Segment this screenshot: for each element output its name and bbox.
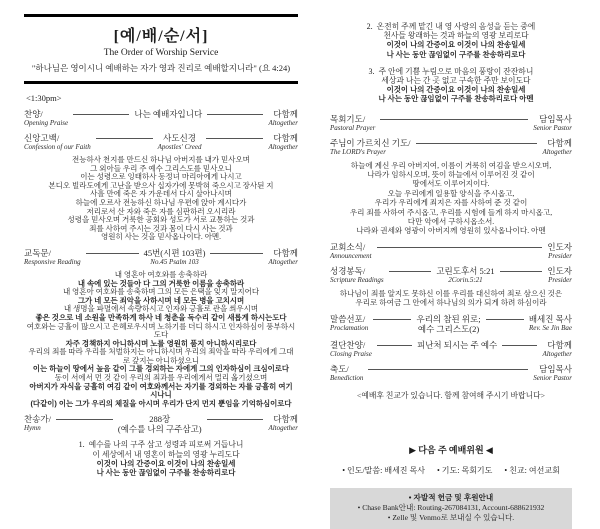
left-page — [24, 14, 298, 485]
connector-line — [96, 133, 153, 139]
order-item-closing-praise — [330, 340, 572, 358]
order-item-announcement — [330, 242, 572, 260]
item-label: 목회기도/ Pastoral Prayer — [330, 113, 376, 132]
hymn-verse-3: 3. 주 안에 기쁨 누림으로 마음의 풍랑이 잔잔하니 세상과 나는 간 곳 없고 구속한 주만 보이도다 이것이 나의 간증이요 이것이 나의 찬송일세 나 사는 동안 끊임없이 구주를 찬송하리로다 아멘 — [368, 66, 534, 104]
order-item-hymn — [24, 414, 298, 434]
item-label: 성경봉독/ Scripture Readings — [330, 265, 384, 284]
hymn-verse-2: 2. 온전히 주께 맡긴 내 영 사랑의 음성을 듣는 중에 천사들 왕래하는 것과 하늘의 영광 보리로다 이것이 나의 간증이요 이것이 나의 찬송일세 나 사는 동안 끊임없이 구주를 찬송하리로다 — [366, 22, 536, 59]
item-content: 나는 예배자입니다 — [134, 109, 203, 119]
item-label: 축도/ Benediction — [330, 364, 364, 383]
page-title: [예/배/순/서] — [113, 28, 209, 45]
item-role: 다함께 Altogether — [268, 414, 298, 433]
item-label: 교회소식/ Announcement — [330, 241, 372, 260]
next-week-fellowship: • 친교: 여선교회 — [504, 466, 560, 476]
item-content: 사도신경 Apostles' Creed — [157, 133, 202, 151]
page-subtitle: The Order of Worship Service — [103, 48, 219, 58]
connector-line — [207, 414, 264, 420]
next-week-section — [330, 443, 572, 476]
connector-line — [486, 314, 524, 320]
item-role: 다함께 Altogether — [268, 247, 298, 266]
theme-verse: "하나님은 영이시니 예배하는 자가 영과 진리로 예배할지니라" (요 4:24) — [31, 63, 291, 73]
item-role: 담임목사 Senior Pastor — [533, 364, 572, 383]
item-label: 주님이 가르치신 기도/ The LORD's Prayer — [330, 137, 411, 156]
item-role: 다함께 Altogether — [268, 109, 298, 127]
item-role: 다함께 Altogether — [542, 340, 572, 359]
connector-line — [389, 266, 432, 272]
donation-bank-info: • Chase Bank안내: Routing-267084131, Account-688621932 — [357, 503, 545, 513]
next-week-members — [330, 465, 572, 476]
service-time: <1:30pm> — [26, 93, 62, 103]
item-role: 배세진 목사 Rev. Se Jin Bae — [528, 314, 572, 333]
connector-line — [502, 340, 537, 346]
lords-prayer-text: 하늘에 계신 우리 아버지여, 이름이 거룩히 여김을 받으시오며, 나라가 임하시오며, 뜻이 하늘에서 이루어진 것 같이 땅에서도 이루어지이다. 오늘 우리에게 일용할 양식을 주시옵고, 우리가 우리에게 죄지은 자를 사하여 준 것 같이 우리 죄를 사하여 주시옵고, 우리를 시험에 들게 하지 마시옵고, 다만 악에서 구하시옵소서. 나라와 권세와 영광이 아버지께 영원히 있사옵나이다. 아멘 — [349, 160, 553, 236]
connector-line — [373, 314, 411, 320]
right-page — [330, 22, 572, 529]
next-week-prayer: • 기도: 목회기도 — [437, 466, 493, 476]
connector-line — [500, 266, 543, 272]
order-item-proclamation — [330, 314, 572, 334]
connector-line — [56, 414, 113, 420]
item-role: 다함께 Altogether — [268, 133, 298, 151]
item-role: 담임목사 Senior Pastor — [533, 113, 572, 132]
next-week-leader: • 인도/말씀: 배세진 목사 — [342, 466, 425, 476]
item-label: 결단찬양/ Closing Praise — [330, 340, 372, 359]
connector-line — [206, 133, 263, 139]
fellowship-note: <예배후 친교가 있습니다. 함께 참여해 주시기 바랍니다> — [356, 391, 546, 401]
connector-line — [416, 138, 538, 144]
order-item-confession — [24, 133, 298, 151]
donation-title: • 자발적 헌금 및 후원안내 — [408, 493, 494, 503]
connector-line — [377, 340, 412, 346]
hymn-verse-1: 1. 예수를 나의 구주 삼고 성령과 피로써 거듭나니 이 세상에서 내 영혼이 하늘의 영광 누리도다 이것이 나의 간증이요 이것이 나의 찬송일세 나 사는 동안 끊임없이 구주를 찬송하리로다 — [78, 440, 244, 478]
order-item-lords-prayer — [330, 138, 572, 156]
item-label: 교독문/ Responsive Reading — [24, 247, 81, 266]
item-content: 피난처 되시는 주 예수 — [416, 340, 498, 351]
order-item-responsive-reading — [24, 248, 298, 266]
scripture-text: 하나님이 죄를 알지도 못하신 이를 우리를 대신하여 죄로 삼으신 것은 우리로 하여금 그 안에서 하나님의 의가 되게 하려 하심이라 — [339, 288, 563, 308]
item-role: 인도자 Presider — [547, 265, 572, 284]
order-item-scripture-reading — [330, 266, 572, 284]
order-item-benediction — [330, 364, 572, 382]
connector-line — [377, 242, 543, 248]
order-item-opening-praise — [24, 109, 298, 127]
item-content: 288장 (예수를 나의 구주삼고) — [117, 414, 202, 435]
item-content: 우리의 참된 위로; 예수 그리스도(2) — [416, 314, 481, 335]
connector-line — [380, 114, 528, 120]
order-item-pastoral-prayer — [330, 114, 572, 132]
donation-box — [330, 488, 572, 529]
item-role: 다함께 Altogether — [542, 137, 572, 156]
responsive-reading-text: 내 영혼아 여호와를 송축하라 내 속에 있는 것들아 다 그의 거룩한 이름을 송축하라 내 영혼아 여호와를 송축하며 그의 모든 은택을 잊지 말지어다 그가 네 모든 죄악을 사하시며 네 모든 병을 고치시며 내 생명을 파멸에서 속량하시고 인자와 긍휼로 관을 씌우시며 좋은 것으로 네 소원을 만족하게 하사 네 청춘을 독수리 같이 새롭게 하시는도다 여호와는 긍휼이 많으시고 은혜로우시며 노하기를 더디 하시고 인자하심이 풍부하시도다 자주 경책하지 아니하시며 노를 영원히 품지 아니하시리로다 우리의 죄를 따라 우리를 처벌하지는 아니하시며 우리의 죄악을 따라 우리에게 그대로 갚지는 아니하셨으니 이는 하늘이 땅에서 높음 같이 그를 경외하는 자에게 그의 인자하심이 크심이로다 동이 서에서 먼 것 같이 우리의 죄과를 우리에게서 멀리 옮기셨으며 아버지가 자식을 긍휼히 여김 같이 여호와께서는 자기를 경외하는 자를 긍휼히 여기시나니 (다같이) 이는 그가 우리의 체질을 아시며 우리가 단지 먼지 뿐임을 기억하심이로다 — [26, 269, 296, 408]
bulletin-header — [24, 14, 298, 84]
connector-line — [73, 109, 129, 115]
item-label: 신앙고백/ Confession of our Faith — [24, 133, 91, 151]
item-label: 찬송가/ Hymn — [24, 414, 51, 433]
apostles-creed-text: 전능하사 천지를 만드신 하나님 아버지를 내가 믿사오며 그 외아들 우리 주 예수 그리스도를 믿사오니 이는 성령으로 잉태하사 동정녀 마리아에게 나시고 본디오 빌라도에게 고난을 받으사 십자가에 못박혀 죽으시고 장사된 지 사흘 만에 죽은 자 가운데서 다시 살아나시며 하늘에 오르사 전능하신 하나님 우편에 앉아 계시다가 저리로서 산 자와 죽은 자를 심판하러 오시리라 성령을 믿사오며 거룩한 공회와 성도가 서로 교통하는 것과 죄를 사하여 주시는 것과 몸이 다시 사는 것과 영원히 사는 것을 믿사옵나이다. 아멘. — [48, 155, 274, 242]
item-label: 말씀선포/ Proclamation — [330, 314, 369, 333]
item-label: 찬양/ Opening Praise — [24, 109, 69, 127]
donation-apps-info: • Zelle 및 Venmo로 보내실 수 있습니다. — [387, 513, 515, 523]
connector-line — [86, 248, 139, 254]
item-content: 고린도후서 5:21 2Corin.5:21 — [436, 265, 495, 284]
connector-line — [368, 364, 528, 370]
next-week-title: ▶ 다음 주 예배위원 ◀ — [409, 445, 493, 456]
connector-line — [210, 248, 263, 254]
item-content: 45번(시편 103편) No.45 Psalm 103 — [143, 247, 206, 266]
item-role: 인도자 Presider — [547, 241, 572, 260]
connector-line — [207, 109, 263, 115]
